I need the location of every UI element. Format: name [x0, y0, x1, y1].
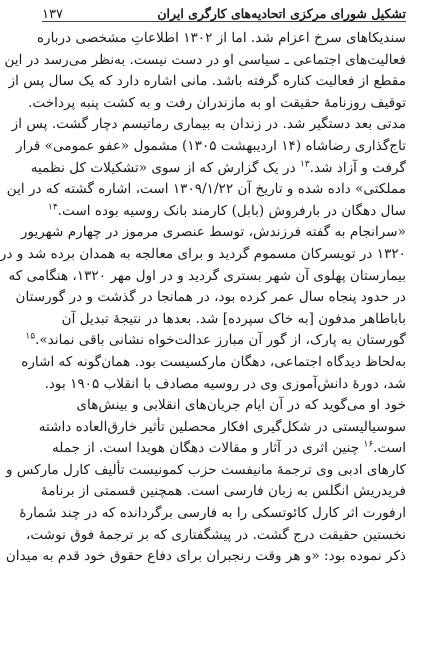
text-line: [42, 374, 406, 396]
line-text: کارهای ادبی وی ترجمهٔ مانیفست حزب کمونیست تألیف کارل مارکس و: [5, 461, 406, 478]
text-line: [42, 438, 406, 460]
text-line: [8, 266, 406, 288]
footnote-marker: ۱۵: [25, 331, 36, 342]
text-line: [30, 158, 406, 180]
line-text: به‌لحاظ دیدگاه اجتماعی، دهگان مارکسیست بود. همان‌گونه که اشاره: [21, 353, 406, 370]
text-line: [4, 50, 406, 72]
line-text: مملکتی» داده شده و تاریخ آن ۱۳۰۹/۱/۲۲ است، اشاره گشته که در این: [6, 181, 406, 198]
line-text-continued: چنین اثری در آثار و مقالات دهگان هویدا است. از جمله: [52, 440, 364, 457]
line-text: «سرانجام به گفته فرزندش، توسط عنصری مرموز در چهارم شهریور: [20, 224, 406, 241]
line-text: فعالیت‌های اجتماعی ـ سیاسی او در دست نیست. به‌نظر می‌رسد در این: [4, 51, 406, 68]
line-text: مدتی بعد دستگیر شد. در زندان به بیماری رماتیسم دچار گشت. پس از: [11, 116, 406, 133]
chapter-title: تشکیل شورای مرکزی اتحادیه‌های کارگری ایران: [157, 6, 406, 21]
line-text: فریدریش انگلس به زبان فارسی است. همچنین قسمتی از برنامهٔ: [40, 483, 406, 500]
line-text: ۱۳۲۰ در تویسرکان مسموم گردید و برای معالجه به همدان برده شد و در: [0, 245, 406, 262]
line-text: توقیف روزنامهٔ حقیقت او به مازندران رفت و به کشت پنبه پرداخت.: [28, 94, 406, 111]
text-line: [21, 352, 406, 374]
text-line: [11, 114, 406, 136]
line-text: خود او می‌گوید که در آن ایام جریان‌های انقلابی و بینش‌های: [76, 397, 406, 414]
line-text: در حدود پنجاه سال عمر کرده بود، در همانجا در گذشت و در گورستان: [15, 289, 406, 306]
line-text: مقطع از فعالیت کناره گرفته باشد. مانی اشاره دارد که یک سال پس از: [8, 73, 406, 90]
line-text: بیمارستان پهلوی آن شهر بستری گردید و در اول مهر ۱۳۲۰، هنگامی که: [8, 267, 406, 284]
text-line: [42, 481, 406, 503]
text-line: [38, 417, 406, 439]
text-line: [8, 71, 406, 93]
footnote-marker: ۱۴: [48, 202, 58, 213]
line-text: است.: [373, 440, 406, 457]
line-text: گرفت و آزاد شد.: [309, 159, 406, 176]
text-line: [5, 460, 406, 482]
text-line: [25, 330, 406, 352]
text-line: [6, 179, 406, 201]
text-line: [15, 287, 406, 309]
text-line: [16, 136, 406, 158]
page-number: ۱۳۷: [42, 7, 63, 22]
footnote-marker: ۱۳: [299, 159, 310, 170]
footnote-marker: ۱۶: [363, 439, 374, 450]
text-line: [19, 503, 406, 525]
line-text: ذکر نموده بود: «و هر وقت رنجبران برای دفاع حقوق خود قدم به میدان: [5, 548, 406, 565]
line-text: ارفورت اثر کارل کائوتسکی را به فارسی برگردانده که در چند شمارهٔ: [19, 505, 406, 522]
line-text: تاج‌گذاری رضاشاه (۱۴ اردیبهشت ۱۳۰۵) مشمول «عفو عمومی» قرار: [16, 137, 406, 154]
text-line: [20, 222, 406, 244]
line-text: سندیکاهای سرخ اعزام شد. اما از ۱۳۰۲ اطلاعاتِ مشخصی درباره: [36, 30, 406, 46]
line-text: باباطاهر مدفون [به خاک سپرده] شد. بعدها در نتیجهٔ تبدیل آن: [61, 310, 406, 327]
text-line: [28, 93, 406, 115]
body-text: [0, 28, 406, 568]
line-text: گورستان به پارک، از گور آن مبارز عدالت‌خواه نشانی باقی نماند».: [35, 332, 406, 349]
text-line: [42, 309, 406, 331]
text-line: [25, 525, 406, 547]
line-text: سوسیالیستی در شکل‌گیری افکار محصلین تأثیر خارق‌العاده داشته: [38, 418, 406, 435]
line-text: نخستین حقیقت درج گشت. در پیشگفتاری که بر ترجمهٔ فوق نوشت،: [25, 526, 406, 543]
text-line: [42, 201, 406, 223]
text-line: [36, 28, 406, 50]
line-text: سال دهگان در بارفروش (بابل) کارمند بانک روسیه بوده است.: [57, 202, 406, 219]
line-text: شد، دورهٔ دانش‌آموزی وی در روسیه مصادف با انقلاب ۱۹۰۵ بود.: [44, 375, 406, 392]
text-line: [0, 244, 406, 266]
text-line: [5, 546, 406, 568]
text-line: [42, 395, 406, 417]
running-header: [42, 0, 406, 22]
line-text-continued: در یک گزارش که از سوی «تشکیلات کل نظمیه: [30, 159, 300, 176]
